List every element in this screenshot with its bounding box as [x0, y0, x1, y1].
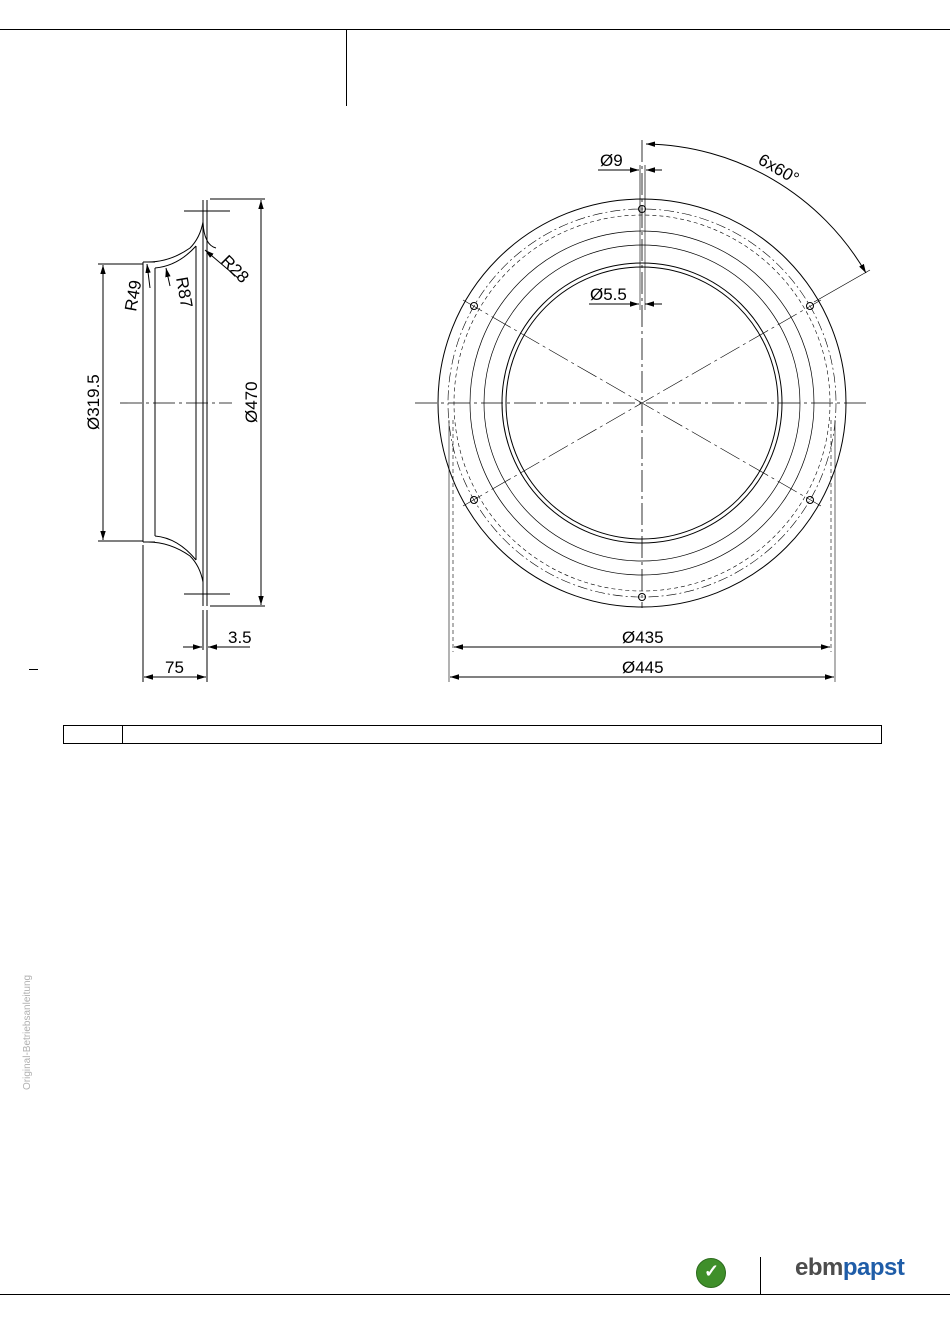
label-d470: Ø470 [242, 381, 261, 423]
table-cell-text [123, 726, 881, 743]
label-r87: R87 [172, 275, 197, 310]
logo-part-1: ebm [795, 1254, 843, 1281]
label-r49: R49 [121, 278, 146, 313]
label-6x60: 6x60° [755, 150, 803, 189]
label-d445: Ø445 [622, 658, 664, 677]
table-cell-index [64, 726, 123, 743]
label-r28: R28 [217, 251, 253, 287]
bottom-border [0, 1294, 950, 1295]
label-75: 75 [165, 658, 184, 677]
front-view [415, 140, 870, 682]
logo-part-2: papst [842, 1254, 905, 1281]
side-note: Original-Betriebsanleitung [22, 974, 33, 1090]
label-3-5: 3.5 [228, 628, 252, 647]
check-icon: ✓ [704, 1261, 720, 1281]
label-d319-5: Ø319.5 [84, 374, 103, 430]
green-tech-badge-icon [696, 1258, 726, 1288]
label-d435: Ø435 [622, 628, 664, 647]
label-d9: Ø9 [600, 151, 623, 170]
footer-separator [760, 1257, 761, 1295]
label-d5-5: Ø5.5 [590, 285, 627, 304]
brand-logo [795, 1254, 904, 1282]
info-table [63, 725, 882, 744]
